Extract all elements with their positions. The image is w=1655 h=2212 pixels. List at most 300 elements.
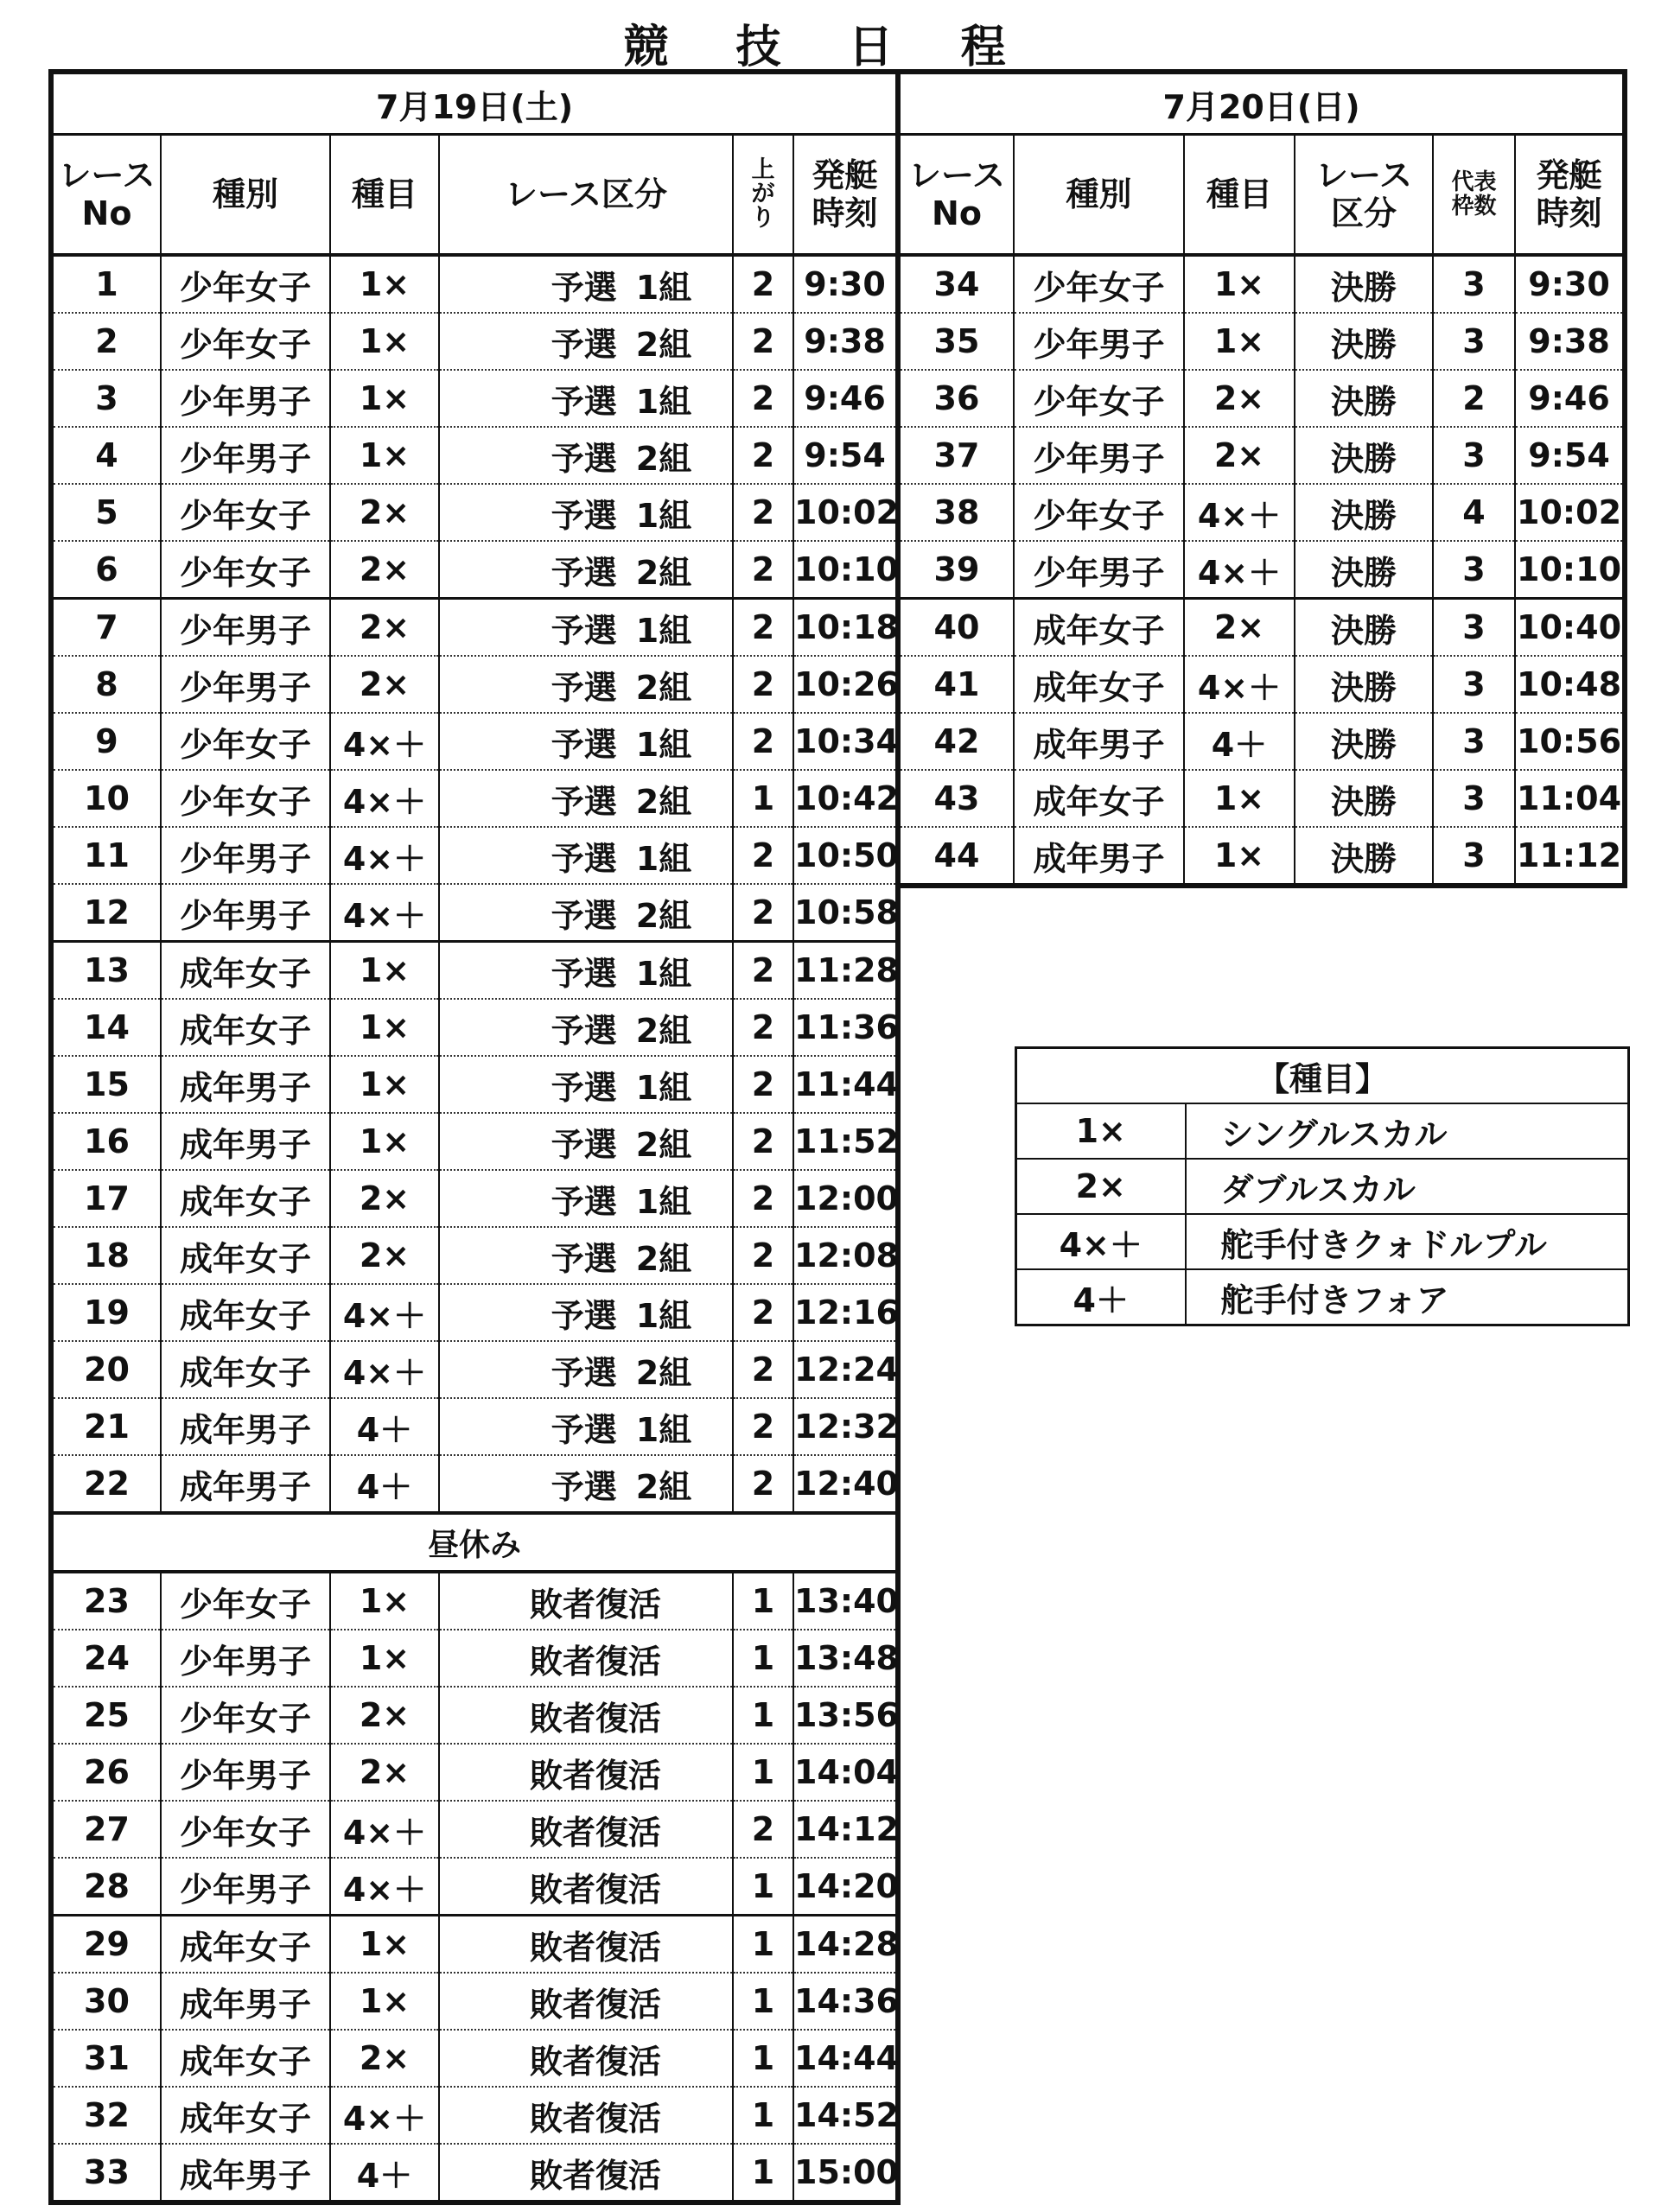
race-event: 1×: [330, 942, 439, 1000]
race-no: 41: [898, 656, 1014, 713]
race-advance: 2: [733, 942, 793, 1000]
table-row: [898, 541, 1625, 599]
race-start-time: 14:36: [793, 1973, 898, 2030]
race-event: 1×: [330, 1973, 439, 2030]
race-no: 2: [51, 313, 161, 370]
race-advance: 2: [733, 827, 793, 884]
race-start-time: 10:26: [793, 656, 898, 713]
header-representative-slots: 代表 枠数: [1433, 135, 1515, 256]
race-representative-slots: 3: [1433, 427, 1515, 484]
race-section: 敗者復活: [439, 1630, 733, 1687]
race-section: 決勝: [1295, 313, 1433, 370]
race-class: 少年男子: [161, 1630, 330, 1687]
race-section: 予選 1組: [439, 942, 733, 1000]
day2-date: 7月20日(日): [898, 72, 1625, 135]
legend-title: 【種目】: [1016, 1048, 1629, 1104]
race-event: 4×＋: [330, 1801, 439, 1858]
race-section: 決勝: [1295, 427, 1433, 484]
race-section: 予選 1組: [439, 484, 733, 541]
race-no: 12: [51, 884, 161, 942]
race-no: 39: [898, 541, 1014, 599]
race-section: 予選 2組: [439, 313, 733, 370]
race-class: 成年男子: [161, 1455, 330, 1513]
table-row: [51, 827, 898, 884]
race-section: 決勝: [1295, 713, 1433, 770]
table-row: [51, 942, 898, 1000]
race-advance: 2: [733, 884, 793, 942]
race-class: 少年男子: [161, 427, 330, 484]
race-start-time: 10:18: [793, 599, 898, 657]
race-start-time: 12:32: [793, 1398, 898, 1455]
race-class: 少年女子: [161, 770, 330, 827]
race-start-time: 9:38: [793, 313, 898, 370]
race-representative-slots: 3: [1433, 313, 1515, 370]
race-start-time: 12:00: [793, 1170, 898, 1227]
day2-schedule-table: [895, 69, 1627, 888]
table-row: [51, 1973, 898, 2030]
race-representative-slots: 3: [1433, 656, 1515, 713]
race-class: 少年女子: [161, 313, 330, 370]
race-start-time: 10:34: [793, 713, 898, 770]
race-no: 42: [898, 713, 1014, 770]
table-row: [898, 255, 1625, 313]
race-no: 35: [898, 313, 1014, 370]
race-no: 8: [51, 656, 161, 713]
race-section: 予選 1組: [439, 1398, 733, 1455]
race-section: 敗者復活: [439, 1916, 733, 1974]
header-race-no: レース No: [51, 135, 161, 256]
race-section: 予選 1組: [439, 827, 733, 884]
race-section: 敗者復活: [439, 2030, 733, 2087]
race-start-time: 14:20: [793, 1858, 898, 1916]
race-advance: 2: [733, 1227, 793, 1284]
race-section: 敗者復活: [439, 1744, 733, 1801]
table-row: [898, 770, 1625, 827]
race-class: 成年男子: [161, 2144, 330, 2202]
race-section: 予選 1組: [439, 1170, 733, 1227]
race-no: 11: [51, 827, 161, 884]
race-section: 予選 2組: [439, 1455, 733, 1513]
race-no: 17: [51, 1170, 161, 1227]
header-class: 種別: [1014, 135, 1184, 256]
table-row: [898, 427, 1625, 484]
table-row: [51, 313, 898, 370]
race-advance: 2: [733, 484, 793, 541]
race-section: 予選 2組: [439, 1113, 733, 1170]
race-start-time: 12:40: [793, 1455, 898, 1513]
race-class: 少年男子: [161, 599, 330, 657]
table-row: [51, 2144, 898, 2202]
race-no: 38: [898, 484, 1014, 541]
race-event: 2×: [1184, 370, 1295, 427]
race-section: 予選 2組: [439, 770, 733, 827]
legend-item: 1× シングルスカル: [1016, 1103, 1629, 1159]
race-event: 4×＋: [330, 770, 439, 827]
table-row: [51, 2030, 898, 2087]
race-event: 4×＋: [1184, 656, 1295, 713]
race-advance: 1: [733, 1572, 793, 1630]
table-row: [51, 599, 898, 657]
table-row: [51, 656, 898, 713]
race-class: 成年女子: [161, 1284, 330, 1341]
race-class: 少年女子: [161, 255, 330, 313]
race-start-time: 15:00: [793, 2144, 898, 2202]
race-section: 決勝: [1295, 370, 1433, 427]
race-event: 1×: [330, 255, 439, 313]
race-start-time: 14:12: [793, 1801, 898, 1858]
table-row: [51, 1056, 898, 1113]
race-event: 4＋: [330, 2144, 439, 2202]
table-row: [51, 1572, 898, 1630]
race-section: 決勝: [1295, 770, 1433, 827]
race-section: 決勝: [1295, 599, 1433, 657]
table-row: [51, 884, 898, 942]
race-start-time: 11:36: [793, 999, 898, 1056]
race-class: 少年女子: [1014, 255, 1184, 313]
race-event: 2×: [330, 1170, 439, 1227]
race-advance: 1: [733, 1687, 793, 1744]
race-advance: 2: [733, 599, 793, 657]
race-start-time: 10:50: [793, 827, 898, 884]
header-start-time: 発艇 時刻: [793, 135, 898, 256]
race-class: 成年女子: [1014, 599, 1184, 657]
race-no: 32: [51, 2087, 161, 2144]
race-section: 敗者復活: [439, 2144, 733, 2202]
race-advance: 1: [733, 1973, 793, 2030]
table-row: [51, 2087, 898, 2144]
race-section: 決勝: [1295, 827, 1433, 886]
race-no: 26: [51, 1744, 161, 1801]
race-class: 成年女子: [161, 2030, 330, 2087]
race-section: 予選 2組: [439, 999, 733, 1056]
race-section: 予選 1組: [439, 1284, 733, 1341]
race-event: 4＋: [1184, 713, 1295, 770]
race-event: 1×: [1184, 255, 1295, 313]
race-no: 27: [51, 1801, 161, 1858]
race-section: 敗者復活: [439, 1973, 733, 2030]
race-advance: 2: [733, 1170, 793, 1227]
race-no: 10: [51, 770, 161, 827]
race-class: 少年女子: [161, 484, 330, 541]
table-row: [898, 313, 1625, 370]
table-row: [898, 827, 1625, 886]
race-advance: 2: [733, 313, 793, 370]
race-advance: 2: [733, 541, 793, 599]
race-start-time: 9:54: [1515, 427, 1625, 484]
header-event: 種目: [330, 135, 439, 256]
header-event: 種目: [1184, 135, 1295, 256]
day1-rows: [51, 255, 898, 2202]
race-event: 4×＋: [330, 713, 439, 770]
race-class: 成年女子: [1014, 656, 1184, 713]
race-section: 決勝: [1295, 255, 1433, 313]
race-event: 1×: [330, 1916, 439, 1974]
race-event: 1×: [1184, 313, 1295, 370]
race-section: 予選 2組: [439, 1227, 733, 1284]
race-no: 9: [51, 713, 161, 770]
table-row: [51, 1687, 898, 1744]
race-start-time: 11:12: [1515, 827, 1625, 886]
race-event: 1×: [330, 427, 439, 484]
race-section: 予選 1組: [439, 599, 733, 657]
race-class: 少年女子: [1014, 370, 1184, 427]
race-no: 44: [898, 827, 1014, 886]
race-advance: 2: [733, 427, 793, 484]
race-event: 1×: [330, 1572, 439, 1630]
race-class: 少年女子: [161, 541, 330, 599]
table-row: [51, 1801, 898, 1858]
race-event: 4×＋: [330, 884, 439, 942]
race-representative-slots: 3: [1433, 599, 1515, 657]
page-title: 競 技 日 程: [623, 22, 1032, 73]
race-representative-slots: 3: [1433, 255, 1515, 313]
table-row: [51, 427, 898, 484]
race-event: 2×: [330, 484, 439, 541]
race-section: 予選 2組: [439, 1341, 733, 1398]
race-event: 4＋: [330, 1398, 439, 1455]
race-class: 少年男子: [1014, 427, 1184, 484]
table-row: [51, 999, 898, 1056]
race-start-time: 13:40: [793, 1572, 898, 1630]
race-class: 成年男子: [161, 1973, 330, 2030]
race-class: 成年女子: [161, 999, 330, 1056]
race-advance: 2: [733, 1284, 793, 1341]
race-start-time: 9:30: [1515, 255, 1625, 313]
race-no: 33: [51, 2144, 161, 2202]
race-event: 2×: [330, 2030, 439, 2087]
race-event: 2×: [330, 541, 439, 599]
table-row: [898, 656, 1625, 713]
race-event: 2×: [330, 1687, 439, 1744]
race-no: 19: [51, 1284, 161, 1341]
race-no: 37: [898, 427, 1014, 484]
race-advance: 1: [733, 1858, 793, 1916]
race-representative-slots: 3: [1433, 713, 1515, 770]
table-row: [51, 1744, 898, 1801]
race-section: 予選 2組: [439, 541, 733, 599]
race-no: 13: [51, 942, 161, 1000]
race-no: 22: [51, 1455, 161, 1513]
table-row: [51, 1227, 898, 1284]
race-event: 1×: [330, 370, 439, 427]
race-no: 4: [51, 427, 161, 484]
race-start-time: 10:42: [793, 770, 898, 827]
race-event: 4×＋: [330, 1284, 439, 1341]
race-start-time: 10:58: [793, 884, 898, 942]
race-class: 少年男子: [161, 370, 330, 427]
race-start-time: 9:38: [1515, 313, 1625, 370]
race-event: 4＋: [330, 1455, 439, 1513]
race-class: 少年女子: [161, 1801, 330, 1858]
race-class: 少年男子: [161, 884, 330, 942]
race-no: 30: [51, 1973, 161, 2030]
race-event: 2×: [1184, 427, 1295, 484]
race-event: 2×: [330, 599, 439, 657]
header-section: レース 区分: [1295, 135, 1433, 256]
race-advance: 2: [733, 1398, 793, 1455]
table-row: [898, 484, 1625, 541]
race-event: 4×＋: [1184, 484, 1295, 541]
race-start-time: 9:30: [793, 255, 898, 313]
race-section: 敗者復活: [439, 2087, 733, 2144]
race-no: 1: [51, 255, 161, 313]
race-representative-slots: 3: [1433, 770, 1515, 827]
race-class: 少年男子: [1014, 541, 1184, 599]
race-class: 少年男子: [1014, 313, 1184, 370]
race-start-time: 14:28: [793, 1916, 898, 1974]
table-row: [51, 713, 898, 770]
race-no: 25: [51, 1687, 161, 1744]
race-event: 4×＋: [330, 2087, 439, 2144]
race-start-time: 11:04: [1515, 770, 1625, 827]
table-row: [51, 484, 898, 541]
table-row: [51, 541, 898, 599]
race-no: 6: [51, 541, 161, 599]
table-row: [51, 1630, 898, 1687]
race-no: 5: [51, 484, 161, 541]
race-start-time: 10:56: [1515, 713, 1625, 770]
table-row: [51, 255, 898, 313]
table-row: [51, 1284, 898, 1341]
race-no: 3: [51, 370, 161, 427]
day2-rows: [898, 255, 1625, 886]
header-race-no: レース No: [898, 135, 1014, 256]
race-class: 少年女子: [1014, 484, 1184, 541]
race-representative-slots: 2: [1433, 370, 1515, 427]
event-legend: [1015, 1046, 1630, 1326]
race-class: 成年女子: [161, 1170, 330, 1227]
race-no: 21: [51, 1398, 161, 1455]
race-advance: 2: [733, 1341, 793, 1398]
legend-item: 4×＋ 舵手付きクォドルプル: [1016, 1214, 1629, 1269]
table-row: [51, 1170, 898, 1227]
race-event: 2×: [330, 656, 439, 713]
race-advance: 2: [733, 999, 793, 1056]
race-event: 2×: [1184, 599, 1295, 657]
race-class: 成年女子: [161, 1916, 330, 1974]
race-no: 43: [898, 770, 1014, 827]
race-section: 予選 1組: [439, 255, 733, 313]
race-class: 成年女子: [161, 1341, 330, 1398]
race-class: 少年女子: [161, 713, 330, 770]
race-section: 予選 1組: [439, 370, 733, 427]
table-row: [51, 1455, 898, 1513]
race-class: 少年男子: [161, 827, 330, 884]
header-start-time: 発艇 時刻: [1515, 135, 1625, 256]
race-event: 1×: [330, 999, 439, 1056]
race-start-time: 10:48: [1515, 656, 1625, 713]
race-representative-slots: 3: [1433, 541, 1515, 599]
race-start-time: 13:48: [793, 1630, 898, 1687]
table-row: [51, 1341, 898, 1398]
header-advance: 上 が り: [733, 135, 793, 256]
race-advance: 1: [733, 1744, 793, 1801]
race-event: 4×＋: [1184, 541, 1295, 599]
table-row: [51, 1113, 898, 1170]
race-event: 1×: [330, 1630, 439, 1687]
race-advance: 2: [733, 370, 793, 427]
race-class: 少年女子: [161, 1572, 330, 1630]
race-section: 決勝: [1295, 541, 1433, 599]
race-class: 成年男子: [161, 1113, 330, 1170]
legend-item: 4＋ 舵手付きフォア: [1016, 1269, 1629, 1325]
race-advance: 1: [733, 1630, 793, 1687]
day1-schedule-table: [48, 69, 901, 2205]
table-row: [51, 1398, 898, 1455]
race-advance: 2: [733, 1113, 793, 1170]
race-no: 24: [51, 1630, 161, 1687]
race-start-time: 10:10: [1515, 541, 1625, 599]
table-row: [898, 713, 1625, 770]
race-class: 少年男子: [161, 656, 330, 713]
race-advance: 1: [733, 2030, 793, 2087]
race-event: 1×: [330, 1056, 439, 1113]
race-advance: 2: [733, 1801, 793, 1858]
table-row: [898, 370, 1625, 427]
race-advance: 2: [733, 255, 793, 313]
race-no: 23: [51, 1572, 161, 1630]
race-class: 成年男子: [1014, 713, 1184, 770]
race-advance: 1: [733, 770, 793, 827]
race-representative-slots: 3: [1433, 827, 1515, 886]
race-no: 20: [51, 1341, 161, 1398]
legend-item: 2× ダブルスカル: [1016, 1159, 1629, 1214]
table-row: [51, 1858, 898, 1916]
race-advance: 2: [733, 1056, 793, 1113]
race-section: 予選 2組: [439, 427, 733, 484]
race-start-time: 11:28: [793, 942, 898, 1000]
race-class: 成年女子: [161, 942, 330, 1000]
race-start-time: 14:44: [793, 2030, 898, 2087]
race-start-time: 12:16: [793, 1284, 898, 1341]
race-event: 1×: [330, 313, 439, 370]
race-no: 15: [51, 1056, 161, 1113]
race-class: 少年男子: [161, 1858, 330, 1916]
race-class: 成年男子: [161, 1056, 330, 1113]
race-event: 4×＋: [330, 827, 439, 884]
race-start-time: 10:02: [1515, 484, 1625, 541]
race-advance: 1: [733, 1916, 793, 1974]
race-event: 2×: [330, 1744, 439, 1801]
race-section: 予選 2組: [439, 656, 733, 713]
race-class: 成年女子: [1014, 770, 1184, 827]
table-row: [51, 770, 898, 827]
race-section: 決勝: [1295, 484, 1433, 541]
race-section: 予選 1組: [439, 1056, 733, 1113]
race-class: 成年男子: [161, 1398, 330, 1455]
race-no: 18: [51, 1227, 161, 1284]
race-no: 29: [51, 1916, 161, 1974]
race-start-time: 14:52: [793, 2087, 898, 2144]
race-class: 成年女子: [161, 1227, 330, 1284]
race-class: 成年女子: [161, 2087, 330, 2144]
race-section: 敗者復活: [439, 1572, 733, 1630]
race-class: 少年男子: [161, 1744, 330, 1801]
race-class: 少年女子: [161, 1687, 330, 1744]
race-advance: 1: [733, 2144, 793, 2202]
race-start-time: 10:02: [793, 484, 898, 541]
race-event: 2×: [330, 1227, 439, 1284]
race-start-time: 12:08: [793, 1227, 898, 1284]
race-no: 28: [51, 1858, 161, 1916]
race-start-time: 9:46: [793, 370, 898, 427]
race-start-time: 10:10: [793, 541, 898, 599]
table-row: [898, 599, 1625, 657]
table-row: [51, 370, 898, 427]
race-event: 1×: [330, 1113, 439, 1170]
day1-date: 7月19日(土): [51, 72, 898, 135]
header-section: レース区分: [439, 135, 733, 256]
